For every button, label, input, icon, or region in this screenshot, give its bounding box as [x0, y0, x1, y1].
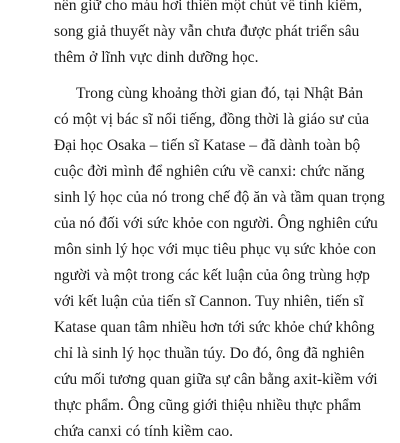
text-line: người và một trong các kết luận của ông trùng hợp [54, 267, 370, 284]
text-line: cuộc đời mình để nghiên cứu về canxi: chức năng [54, 163, 365, 180]
text-line: song giả thuyết này vẫn chưa được phát triển sâu [54, 23, 360, 40]
text-line: Trong cùng khoảng thời gian đó, tại Nhật Bản [76, 85, 364, 102]
text-line: chứa canxi có tính kiềm cao. [54, 423, 234, 440]
text-line: thêm ở lĩnh vực dinh dưỡng học. [54, 49, 259, 66]
text-line: Katase quan tâm nhiều hơn tới sức khỏe chứ không [54, 319, 375, 336]
text-line: sinh lý học của nó trong chế độ ăn và tầm quan trọng [54, 189, 385, 206]
text-line: nên giữ cho máu hơi thiên một chút về tính kiềm, [54, 0, 363, 14]
text-line: môn sinh lý học với mục tiêu phục vụ sức khỏe con [54, 241, 377, 258]
text-line: thực phẩm. Ông cũng giới thiệu nhiều thực phẩm [54, 397, 362, 414]
text-line: Đại học Osaka – tiến sĩ Katase – đã dành toàn bộ [54, 137, 361, 154]
text-line: chỉ là sinh lý học thuần túy. Do đó, ông đã nghiên [54, 345, 365, 362]
text-line: có một vị bác sĩ nổi tiếng, đồng thời là giáo sư của [54, 111, 370, 128]
text-line: với kết luận của tiến sĩ Cannon. Tuy nhiên, tiến sĩ [54, 293, 364, 310]
text-line: của nó đối với sức khỏe con người. Ông nghiên cứu [54, 215, 378, 232]
text-line: cứu mối tương quan giữa sự cân bằng axit-kiềm với [54, 371, 378, 388]
